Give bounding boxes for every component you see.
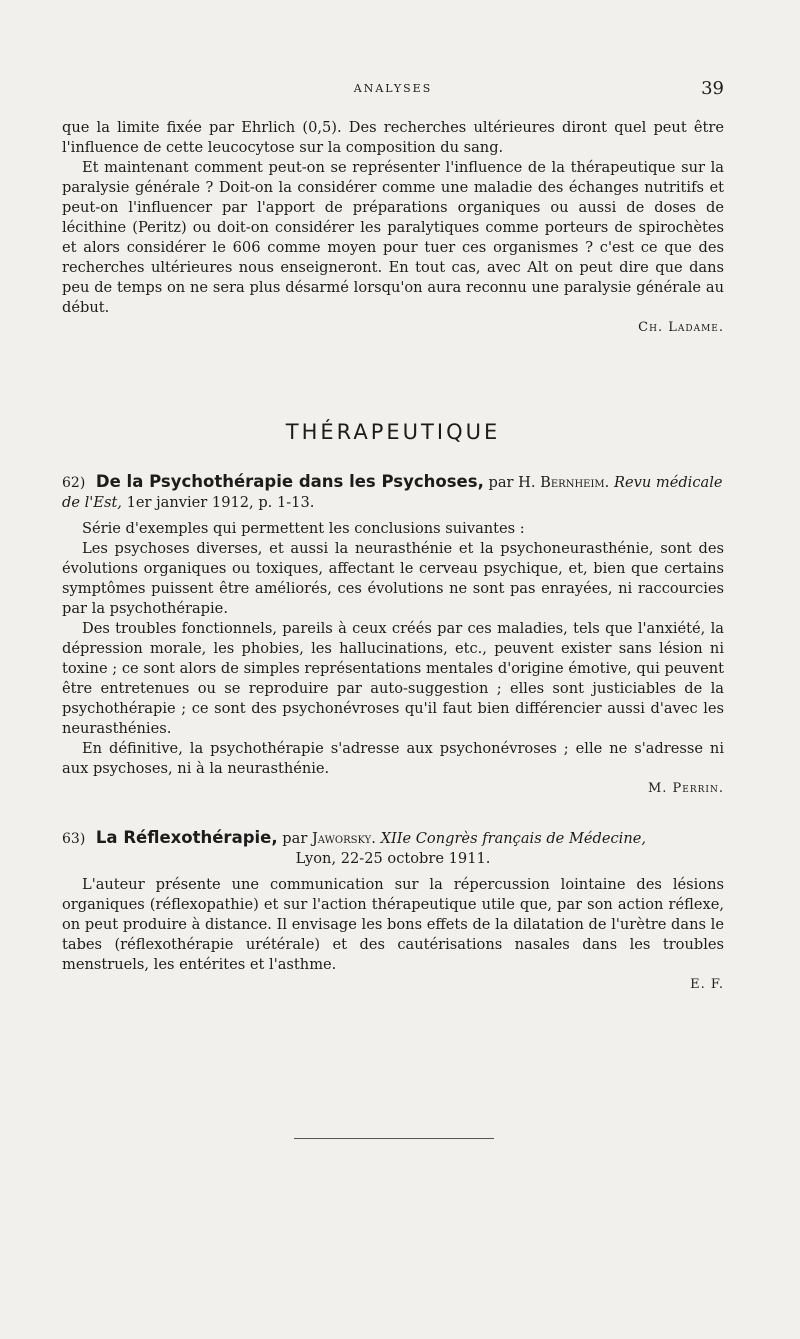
- entry-63: [62, 828, 724, 992]
- entry-source: Revu médicale de l'Est,: [62, 474, 723, 511]
- entry-author: Jaworsky.: [311, 830, 376, 847]
- entry-signature: E. F.: [690, 977, 724, 992]
- entry-paragraph: Série d'exemples qui permettent les conclusions suivantes :: [82, 520, 525, 537]
- entry-paragraph: Les psychoses diverses, et aussi la neurasthénie et la psychoneurasthénie, sont des évolutions organiques ou toxiques, affectant le cerveau psychique, et, bien que certains symptômes puissent être améliorés, ces évolutions ne sont pas enrayées, ni raccourcies par la psychothérapie.: [62, 540, 724, 617]
- entry-number: 62): [62, 475, 86, 491]
- end-rule: [294, 1138, 494, 1139]
- entry-paragraph: Des troubles fonctionnels, pareils à ceux créés par ces maladies, tels que l'anxiété, la dépression morale, les phobies, les hallucinations, etc., peuvent exister sans lésion ni toxine ; ce sont alors de simples représentations mentales d'origine émotive, qui peuvent être entretenues ou se reproduire par auto-suggestion ; elles sont justiciables de la psychothérapie ; ce sont des psychonévroses qu'il faut bien différencier aussi d'avec les neurasthénies.: [62, 620, 724, 737]
- entry-heading: [62, 472, 724, 513]
- entry-date: 1er janvier 1912, p. 1-13.: [126, 494, 315, 511]
- page-number: 39: [701, 78, 724, 99]
- entry-number: 63): [62, 831, 86, 847]
- entry-paragraph: En définitive, la psychothérapie s'adresse aux psychonévroses ; elle ne s'adresse ni aux psychoses, ni à la neurasthénie.: [62, 740, 724, 777]
- entry-heading: [62, 828, 724, 869]
- entry-62: [62, 472, 724, 796]
- entry-by: par H.: [488, 474, 536, 491]
- intro-paragraph-1: que la limite fixée par Ehrlich (0,5). Des recherches ultérieures diront quel peut être l'influence de cette leucocytose sur la composition du sang.: [62, 119, 724, 156]
- running-head: [62, 78, 724, 102]
- entry-title: De la Psychothérapie dans les Psychoses,: [95, 472, 484, 491]
- intro-continuation: [62, 118, 724, 335]
- entry-by: par: [282, 830, 308, 847]
- entry-source: XIIe Congrès français de Médecine,: [380, 830, 647, 847]
- intro-paragraph-2: Et maintenant comment peut-on se représenter l'influence de la thérapeutique sur la paralysie générale ? Doit-on la considérer comme une maladie des échanges nutritifs et peut-on l'influencer par l'apport de préparations organiques ou aussi de doses de lécithine (Peritz) ou doit-on considérer les paralytiques comme porteurs de spirochètes et alors considérer le 606 comme moyen pour tuer ces organismes ? c'est ce que des recherches ultérieures nous enseigneront. En tout cas, avec Alt on peut dire que dans peu de temps on ne sera plus désarmé lorsqu'on aura reconnu une paralysie générale au début.: [62, 159, 724, 316]
- entry-paragraph: L'auteur présente une communication sur la répercussion lointaine des lésions organiques (réflexopathie) et sur l'action thérapeutique utile que, par son action réflexe, on peut produire à distance. Il envisage les bons effets de la dilatation de l'urètre dans le tabes (réflexothérapie urétérale) et des cautérisations nasales dans les troubles menstruels, les entérites et l'asthme.: [62, 876, 724, 973]
- entry-signature: M. Perrin.: [647, 781, 724, 796]
- entry-date: Lyon, 22-25 octobre 1911.: [295, 850, 491, 867]
- running-title: ANALYSES: [353, 82, 433, 95]
- intro-signature: Ch. Ladame.: [638, 320, 724, 335]
- section-heading: THÉRAPEUTIQUE: [285, 420, 501, 444]
- entry-author: Bernheim.: [540, 474, 610, 491]
- entry-title: La Réflexothérapie,: [95, 828, 278, 847]
